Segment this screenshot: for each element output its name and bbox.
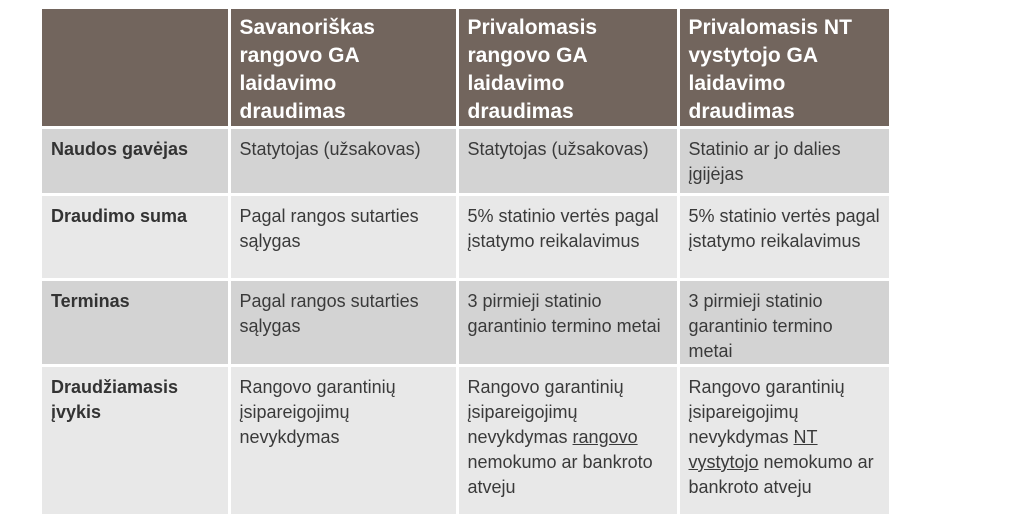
table-cell: Rangovo garantinių įsipareigojimų nevykdymas rangovo nemokumo ar bankroto atveju <box>457 366 678 516</box>
table-cell: 5% statinio vertės pagal įstatymo reikalavimus <box>457 195 678 280</box>
table-cell: Statytojas (užsakovas) <box>457 128 678 195</box>
row-label-beneficiary: Naudos gavėjas <box>42 128 229 195</box>
row-label-sum-insured: Draudimo suma <box>42 195 229 280</box>
header-row <box>42 9 889 128</box>
header-voluntary-contractor: Savanoriškas rangovo GA laidavimo draudimas <box>229 9 457 128</box>
table-cell: Pagal rangos sutarties sąlygas <box>229 195 457 280</box>
table-row <box>42 128 889 195</box>
table-row <box>42 280 889 366</box>
table-cell: Pagal rangos sutarties sąlygas <box>229 280 457 366</box>
table-cell: Rangovo garantinių įsipareigojimų nevykdymas <box>229 366 457 516</box>
row-label-term: Terminas <box>42 280 229 366</box>
table-cell: Statinio ar jo dalies įgijėjas <box>678 128 889 195</box>
table-cell: Statytojas (užsakovas) <box>229 128 457 195</box>
table-row <box>42 366 889 516</box>
table-row <box>42 195 889 280</box>
header-corner <box>42 9 229 128</box>
table-cell: 3 pirmieji statinio garantinio termino metai <box>678 280 889 366</box>
row-label-insured-event: Draudžiamasis įvykis <box>42 366 229 516</box>
table-cell: Rangovo garantinių įsipareigojimų nevykdymas NT vystytojo nemokumo ar bankroto atveju <box>678 366 889 516</box>
underlined-text: rangovo <box>572 427 638 447</box>
insurance-comparison-table <box>42 9 889 517</box>
header-mandatory-contractor: Privalomasis rangovo GA laidavimo draudimas <box>457 9 678 128</box>
header-mandatory-developer: Privalomasis NT vystytojo GA laidavimo draudimas <box>678 9 889 128</box>
table-cell: 3 pirmieji statinio garantinio termino metai <box>457 280 678 366</box>
table-cell: 5% statinio vertės pagal įstatymo reikalavimus <box>678 195 889 280</box>
underlined-text: NT vystytojo <box>688 427 818 472</box>
